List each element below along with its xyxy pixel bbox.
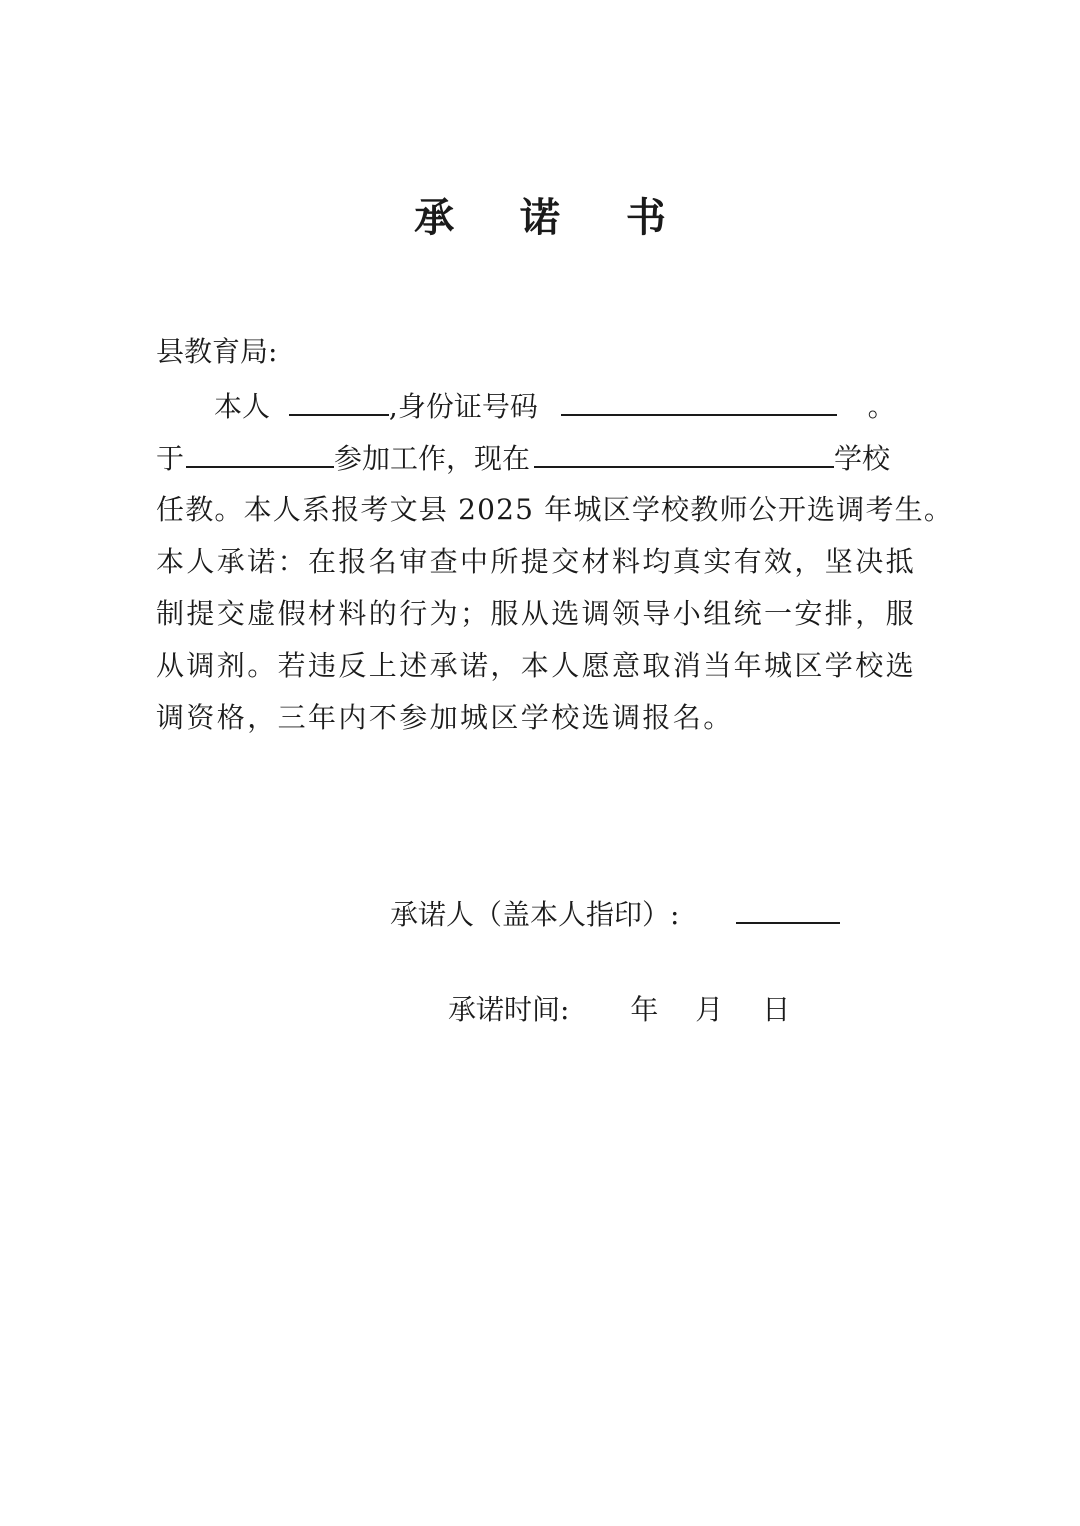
school-name-blank[interactable] (534, 436, 834, 468)
date-day: 日 (762, 993, 791, 1026)
date-label: 承诺时间: (448, 993, 570, 1026)
document-title: 承 诺 书 (414, 194, 692, 241)
body-line-4: 从调剂。若违反上述承诺，本人愿意取消当年城区学校选 (156, 649, 917, 682)
school-suffix: 学校 (834, 442, 891, 475)
date-month: 月 (695, 993, 724, 1026)
work-middle: 参加工作，现在 (334, 442, 531, 475)
id-number-blank[interactable] (561, 384, 837, 416)
name-blank[interactable] (289, 384, 389, 416)
body-line-3: 制提交虚假材料的行为；服从选调领导小组统一安排，服 (156, 597, 917, 630)
id-label: ,身份证号码 (388, 390, 538, 423)
date-year: 年 (630, 993, 659, 1026)
date-row (448, 988, 790, 1032)
body-line-2: 本人承诺：在报名审查中所提交材料均真实有效，坚决抵 (156, 545, 917, 578)
work-school-line (156, 436, 908, 481)
signature-label: 承诺人（盖本人指印）: (390, 898, 680, 931)
name-prefix: 本人 (214, 390, 271, 423)
body-line-1: 任教。本人系报考文县 2025 年城区学校教师公开选调考生。 (156, 493, 954, 526)
line1-period: 。 (867, 390, 896, 423)
name-id-line (156, 384, 908, 429)
signature-row (390, 892, 840, 937)
salutation: 县教育局: (156, 335, 278, 368)
body-line-5: 调资格，三年内不参加城区学校选调报名。 (156, 701, 734, 734)
work-date-blank[interactable] (186, 436, 334, 468)
signature-blank[interactable] (736, 892, 840, 924)
work-prefix: 于 (156, 442, 185, 475)
